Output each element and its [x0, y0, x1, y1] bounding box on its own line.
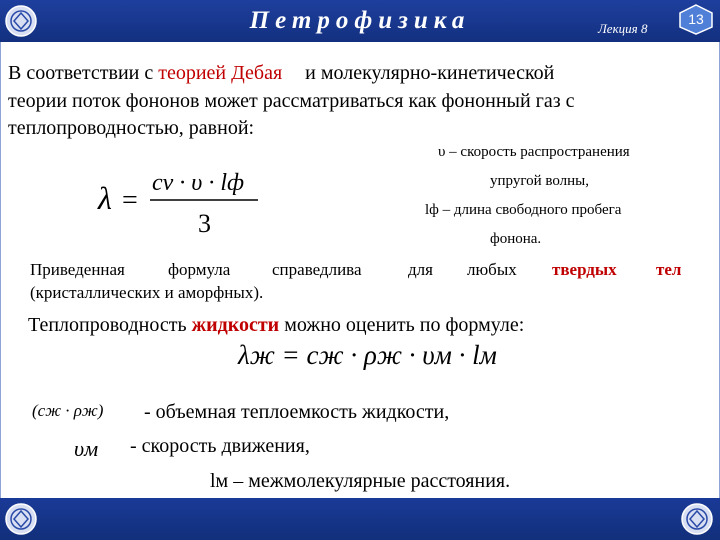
phonon-conductivity-formula	[92, 160, 267, 240]
debye-theory-highlight: теорией Дебая	[158, 62, 283, 84]
para1-line2: теории поток фононов может рассматриваться как фононный газ с	[8, 90, 575, 112]
legend2-line3: lм – межмолекулярные расстояния.	[210, 470, 511, 492]
para2-word3: справедлива	[272, 260, 362, 279]
formula1-denominator: 3	[198, 209, 211, 238]
para3-line: Теплопроводность жидкости можно оценить по формуле:	[28, 314, 525, 336]
legend1-line1: υ – скорость распространения	[438, 144, 630, 160]
para1-line3: теплопроводностью, равной:	[8, 117, 255, 139]
formula1-lambda: λ	[98, 180, 112, 216]
page-number: 13	[688, 11, 704, 27]
para1-line1: В соответствии с теорией Дебая и молекулярно-кинетической	[8, 62, 555, 84]
legend1-line2: упругой волны,	[490, 173, 590, 189]
bodies-highlight: тел	[656, 260, 682, 279]
liquid-conductivity-formula: λж = cж · ρж · υм · lм	[238, 340, 497, 370]
para2-word5: любых	[467, 260, 517, 279]
legend2-desc1: - объемная теплоемкость жидкости,	[144, 401, 450, 423]
legend2-symbol2: υм	[74, 436, 99, 461]
legend2-symbol1: (cж · ρж)	[32, 401, 104, 420]
legend1-line4: фонона.	[490, 231, 542, 247]
liquid-highlight: жидкости	[191, 314, 280, 336]
para2-word2: формула	[168, 260, 231, 279]
para2-word1: Приведенная	[30, 260, 125, 279]
para2-word4: для	[408, 260, 433, 279]
slide-title: Петрофизика	[249, 7, 471, 34]
para2-line2: (кристаллических и аморфных).	[30, 283, 264, 302]
formula1-numerator: cv · υ · lф	[152, 170, 245, 196]
slide-header	[0, 0, 720, 42]
lecture-label: Лекция 8	[598, 21, 648, 36]
legend1-line3: lф – длина свободного пробега	[425, 202, 622, 218]
slide-footer	[0, 498, 720, 540]
page-number-badge-icon	[676, 3, 716, 35]
formula1-equals: =	[122, 185, 138, 216]
legend2-desc2: - скорость движения,	[130, 435, 310, 457]
solids-highlight: твердых	[552, 260, 617, 279]
university-seal-icon	[680, 502, 714, 536]
university-seal-icon	[4, 502, 38, 536]
